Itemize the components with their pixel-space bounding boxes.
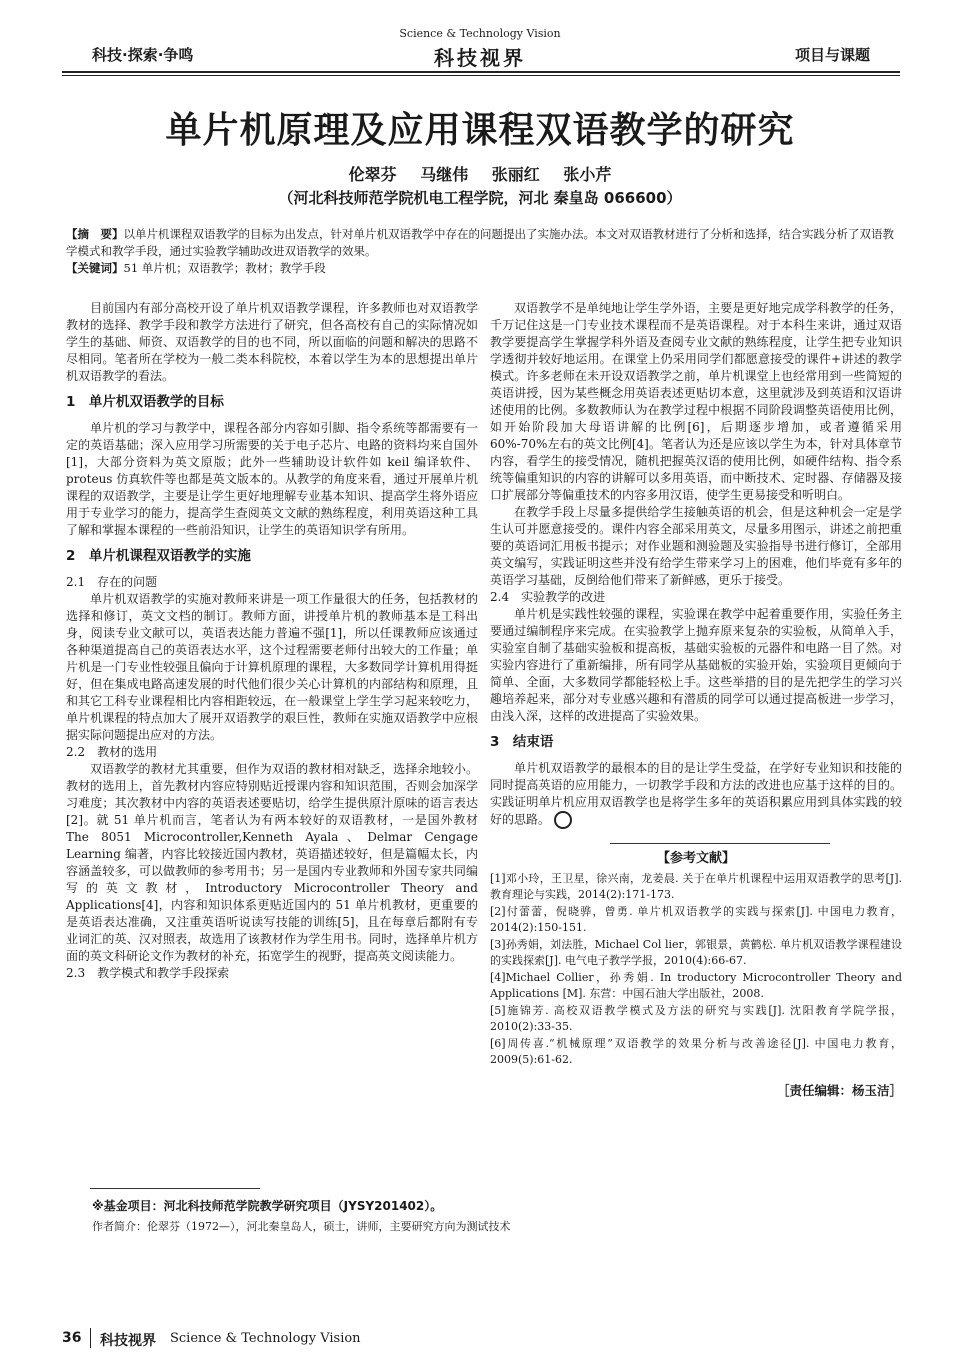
section-3-paragraph [490, 760, 902, 829]
reference-item: [6]周传喜.“机械原理”双语教学的效果分析与改善途径[J]. 中国电力教育，2009(5):61-62. [490, 1037, 902, 1066]
end-mark-icon [554, 811, 572, 829]
header-journal-cn: 科技视界 [434, 46, 526, 70]
section-2-4-heading: 2.4 实验教学的改进 [490, 590, 606, 604]
author-bio-note: 作者简介：伦翠芬（1972—），河北秦皇岛人，硕士，讲师，主要研究方向为测试技术 [92, 1220, 511, 1233]
reference-item: [1]邓小玲，王卫星，徐兴南，龙姜晨. 关于在单片机课程中运用双语教学的思考[J]. 教育理论与实践，2014(2):171-173. [490, 872, 902, 901]
keywords [66, 260, 900, 277]
section-2-2-paragraph: 双语教学的教材尤其重要，但作为双语的教材相对缺乏，选择余地较小。教材的选用上，首先教材内容应特别贴近授课内容和知识范围，否则会加深学习难度；其次教材中内容的英语表述要贴切，给学生提供原汁原味的语言表达[2]。就 51 单片机而言，笔者认为有两本较好的双语教材，一是国外教材 The 8051 Microcontroller,Kenneth Ayala、Delmar Cengage Learning 编著，内容比较接近国内教材，英语描述较好，但是篇幅太长，内容涵盖较多，可以做教师的参考用书；另一是国内专业教师和外国专家共同编写的英文教材，Introductory Microcontroller Theory and Applications[4]，内容和知识体系更贴近国内的 51 单片机教材，更重要的是英语表达准确，又注重英语听说读写技能的训练[5]，且在每章后都附有专业词汇的英、汉对照表，故选用了该教材作为学生用书。同时，选择单片机方面的英文科研论文作为教材的补充，拓宽学生的视野，提高英文阅读能力。 [66, 762, 478, 963]
footer-journal-en: Science & Technology Vision [170, 1331, 361, 1346]
right-column [490, 300, 902, 1099]
abstract [66, 226, 900, 260]
header-column-label: 项目与课题 [794, 46, 870, 64]
section-2-3-heading: 2.3 教学模式和教学手段探索 [66, 966, 230, 980]
left-column [66, 300, 478, 982]
references-heading: 【参考文献】 [656, 851, 735, 866]
section-2-1-paragraph: 单片机双语教学的实施对教师来讲是一项工作量很大的任务，包括教材的选择和修订，英文文档的制订。教师方面，讲授单片机的教师基本是工科出身，阅读专业文献可以，英语表达能力普遍不强[1]，所以任课教师应该通过各种渠道提高自己的英语表达水平，这个过程需要老师付出较大的工作量；单片机是一门专业性较强且偏向于计算机原理的课程，大多数同学计算机用得挺好，但在集成电路高速发展的时代他们很少关心计算机的内部结构和原理，且和其它工科专业课程相比内容相距较远，在一般课堂上学生学习起来较吃力，单片机课程的特点加大了展开双语教学的艰巨性，教师在实施双语教学中应根据实际问题提出应对的方法。 [66, 592, 478, 742]
keywords-text: 51 单片机；双语教学；教材；教学手段 [123, 261, 326, 275]
header-journal-en: Science & Technology Vision [399, 27, 561, 40]
reference-item: [4]Michael Collier，孙秀娟. In troductory Microcontroller Theory and Applications [M]. 东营：中国石油大学出版社，2008. [490, 971, 902, 1000]
footer-journal-cn: 科技视界 [100, 1333, 156, 1349]
responsible-editor: ［责任编辑：杨玉洁］ [776, 1083, 902, 1098]
reference-item: [3]孙秀娟，刘法胜，Michael Col lier，郭银景，黄鹤松. 单片机双语教学课程建设的实践探索[J]. 电气电子教学学报，2010(4):66-67. [490, 938, 902, 967]
section-3-text: 单片机双语教学的最根本的目的是让学生受益，在学好专业知识和技能的同时提高英语的应用能力，一切教学手段和方法的改进也应基于这样的目的。实践证明单片机应用双语教学也是将学生多年的英语积累应用到具体实践的较好的思路。 [490, 761, 902, 827]
paper-title: 单片机原理及应用课程双语教学的研究 [165, 110, 795, 151]
paper-authors: 伦翠芬 马继伟 张丽红 张小芹 [348, 165, 612, 184]
section-2-2-heading: 2.2 教材的选用 [66, 745, 158, 759]
abstract-label: 【摘 要】 [66, 227, 124, 241]
header-rule [62, 71, 900, 73]
intro-paragraph: 目前国内有部分高校开设了单片机双语教学课程，许多教师也对双语教学教材的选择、教学手段和教学方法进行了研究，但各高校有自己的实际情况如学生的基础、师资、双语教学的目的也不同，所以面临的问题和解决的思路不尽相同。笔者所在学校为一般二类本科院校，本着以学生为本的思想提出单片机双语教学的看法。 [66, 301, 478, 383]
reference-item: [2]付蕾蕾，倪晓骅，曾勇. 单片机双语教学的实践与探索[J]. 中国电力教育，2014(2):150-151. [490, 905, 902, 934]
section-2-heading: 2 单片机课程双语教学的实施 [66, 548, 251, 564]
section-3-heading: 3 结束语 [490, 734, 554, 750]
page-number: 36 [62, 1330, 82, 1346]
footer-divider [90, 1328, 91, 1348]
header-rule-thin [62, 75, 900, 76]
paper-affiliation: （河北科技师范学院机电工程学院，河北 秦皇岛 066600） [278, 189, 682, 207]
section-2-3-paragraph-2: 在教学手段上尽量多提供给学生接触英语的机会，但是这种机会一定是学生认可并愿意接受的。课件内容全部采用英文，尽量多用图示，讲述之前把重要的英语词汇用板书提示；对作业题和测验题及实验指导书进行修订，全部用英文编写，实践证明这些并没有给学生带来学习上的困难，他们毕竟有多年的英语学习基础，反倒给他们带来了新鲜感，更乐于接受。 [490, 505, 902, 587]
abstract-text: 以单片机课程双语教学的目标为出发点，针对单片机双语教学中存在的问题提出了实施办法。本文对双语教材进行了分析和选择，结合实践分析了双语教学模式和教学手段，通过实验教学辅助改进双语教学的效果。 [66, 227, 894, 258]
section-2-4-paragraph: 单片机是实践性较强的课程，实验课在教学中起着重要作用，实验任务主要通过编制程序来完成。在实验教学上抛弃原来复杂的实验板，从简单入手，实验室自制了基础实验板和提高板，基础实验板的元器件和电路一目了然。对实验内容进行了重新编排，所有同学从基础板的实验开始，实验项目更倾向于简单、全面，大多数同学都能轻松上手。这些举措的目的是先把学生的学习兴趣培养起来，部分对专业感兴趣和有潜质的同学可以通过提高板进一步学习，由浅入深，这样的改进提高了实验效果。 [490, 607, 902, 723]
footnote-rule [90, 1188, 260, 1189]
section-2-1-heading: 2.1 存在的问题 [66, 575, 158, 589]
keywords-label: 【关键词】 [66, 261, 124, 275]
reference-item: [5]施锦芳. 高校双语教学模式及方法的研究与实践[J]. 沈阳教育学院学报，2010(2):33-35. [490, 1004, 902, 1033]
section-1-paragraph: 单片机的学习与教学中，课程各部分内容如引脚、指令系统等都需要有一定的英语基础；深入应用学习所需要的关于电子芯片、电路的资料均来自国外[1]，大部分资料为英文原版；此外一些辅助设计软件如 keil 编译软件、proteus 仿真软件等也都是英文版本的。从教学的角度来看，通过开展单片机课程的双语教学，主要是让学生更好地理解专业基本知识、提高学生将外语应用于专业学习的能力，提高学生查阅英文文献的熟练程度，利用英语这种工具了解和掌握本课程的一些前沿知识，让学生的英语知识学有所用。 [66, 421, 478, 537]
references-rule [610, 843, 830, 844]
header-section-label: 科技·探索·争鸣 [92, 46, 194, 64]
fund-note: ※基金项目：河北科技师范学院教学研究项目（JYSY201402）。 [92, 1199, 443, 1213]
section-2-3-paragraph-1: 双语教学不是单纯地让学生学外语，主要是更好地完成学科教学的任务，千万记住这是一门专业技术课程而不是英语课程。对于本科生来讲，通过双语教学要提高学生掌握学科外语及查阅专业文献的熟练程度，让学生把专业知识学透彻并较好地运用。在课堂上仍采用同学们都愿意接受的课件+讲述的教学模式。许多老师在未开设双语教学之前，单片机课堂上也经常用到一些简短的英语讲授，因为某些概念用英语表述更贴切本意，这里就涉及到英语和汉语讲述使用的比例。多数教师认为在教学过程中根据不同阶段调整英语使用比例，如开始阶段加大母语讲解的比例[6]，后期逐步增加，或者遵循采用 60%-70%左右的英文比例[4]。笔者认为还是应该以学生为本，针对具体章节内容，看学生的接受情况，随机把握英汉语的使用比例，如硬件结构、指令系统等偏重知识的内容的讲解可以多用英语，而中断技术、定时器、存储器及接口扩展部分等偏重技术的内容多用汉语，使学生更易接受和听明白。 [490, 301, 902, 502]
section-1-heading: 1 单片机双语教学的目标 [66, 394, 224, 410]
abstract-block [66, 226, 900, 277]
